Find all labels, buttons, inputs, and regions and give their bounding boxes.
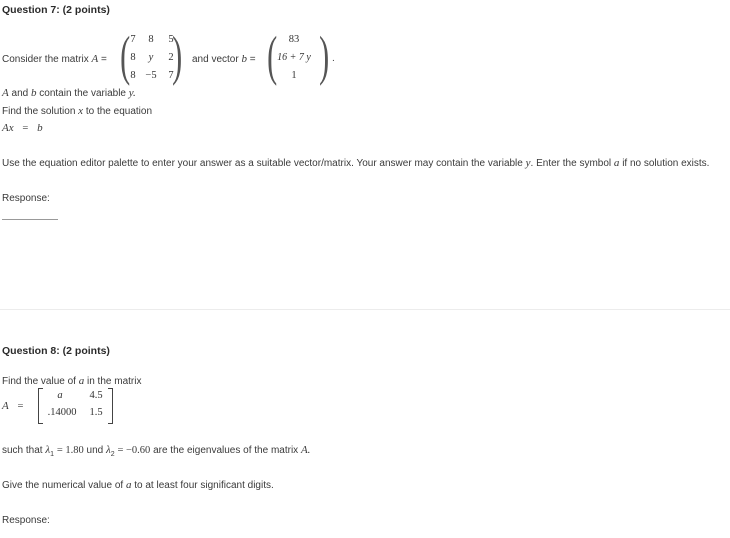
right-paren: ): [172, 25, 183, 86]
q8-give-value-text: Give the numerical value of a to at least four significant digits.: [2, 479, 274, 491]
q7-and-vector-text: and vector b =: [192, 53, 256, 65]
left-paren: (: [120, 25, 131, 86]
left-paren: (: [267, 25, 278, 86]
q8-eigenvalues-text: such that $\lambda_1 = 1.80$ und $\lambda_2 = -0.60$ are the eigenvalues of the matrix A.: [2, 444, 311, 458]
matrix-cell: 8: [148, 34, 154, 45]
matrix-cell: 8: [130, 52, 136, 63]
q7-period: .: [332, 53, 335, 64]
matrix-cell: 7: [130, 34, 136, 45]
question-8-title: Question 8: (2 points): [2, 345, 110, 357]
q7-find-solution-text: Find the solution x to the equation: [2, 105, 153, 117]
question-7-title: Question 7: (2 points): [2, 4, 110, 16]
q7-consider-text: Consider the matrix A =: [2, 53, 107, 65]
q8-matrix-label: A =: [2, 400, 24, 412]
matrix-cell: y: [148, 52, 154, 63]
vector-cell: 83: [288, 34, 300, 45]
matrix-cell: 7: [168, 70, 174, 81]
q7-contain-variable-text: A and b contain the variable y.: [2, 87, 136, 99]
q8-matrix-A: [38, 388, 116, 424]
q7-response-label: Response:: [2, 193, 50, 204]
q7-matrix-A: [116, 25, 184, 86]
vector-cell: 16 + 7 y: [277, 52, 311, 63]
matrix-cell: 5: [168, 34, 174, 45]
right-bracket: [108, 388, 113, 424]
q7-equation: Ax = b: [2, 122, 43, 134]
question-divider: [0, 309, 730, 310]
q8-find-value-text: Find the value of a in the matrix: [2, 375, 142, 387]
matrix-cell: .14000: [47, 407, 77, 418]
q8-response-label: Response:: [2, 515, 50, 526]
matrix-cell: 4.5: [89, 390, 103, 401]
matrix-cell: 1.5: [89, 407, 103, 418]
matrix-cell: 8: [130, 70, 136, 81]
q7-vector-b: [263, 25, 330, 86]
matrix-cell: a: [57, 390, 63, 401]
matrix-cell: −5: [145, 70, 157, 81]
right-paren: ): [319, 25, 330, 86]
left-bracket: [38, 388, 43, 424]
vector-cell: 1: [291, 70, 297, 81]
q7-response-input[interactable]: [2, 219, 58, 220]
q7-instructions: Use the equation editor palette to enter your answer as a suitable vector/matrix. Your answer may contain the variable y. Enter the symbol a if no solution exists.: [2, 157, 710, 169]
matrix-cell: 2: [168, 52, 174, 63]
